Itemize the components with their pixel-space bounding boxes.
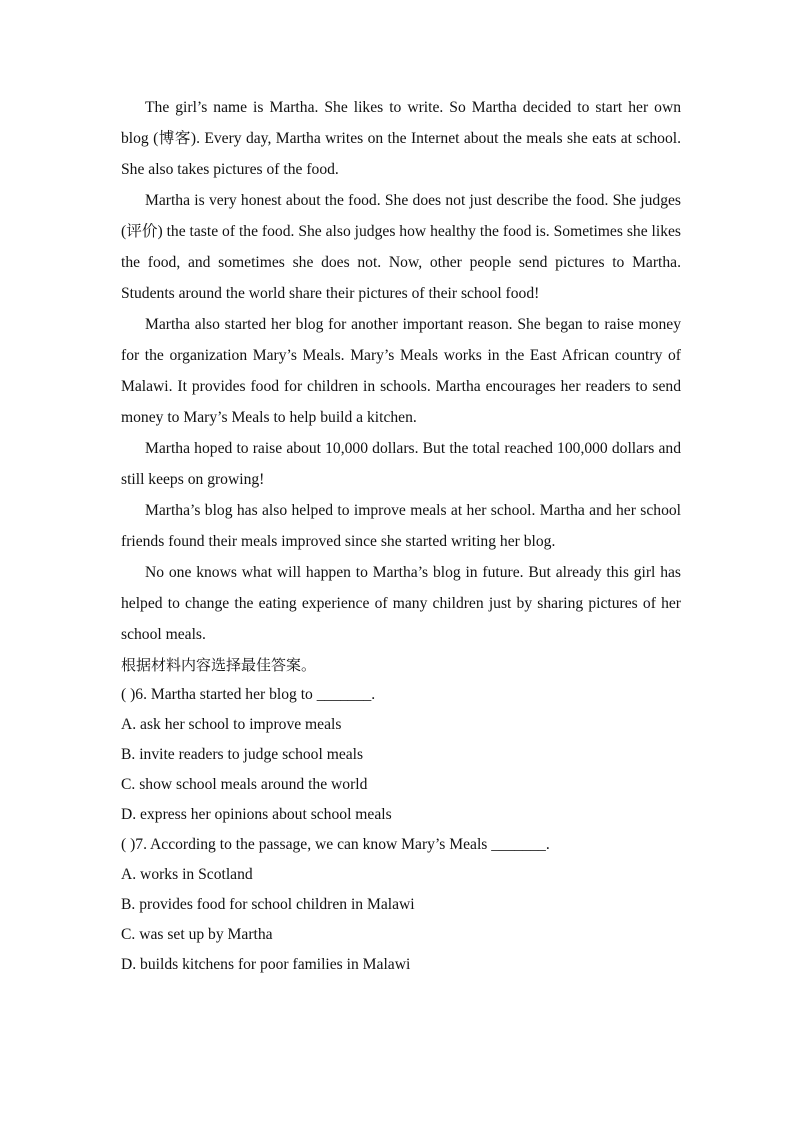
question-6-option-b: B. invite readers to judge school meals: [121, 746, 364, 763]
question-6-stem: ( )6. Martha started her blog to _______.: [121, 686, 376, 703]
passage-paragraph-4: Martha hoped to raise about 10,000 dollars. But the total reached 100,000 dollars and still keeps on growing!: [121, 440, 681, 488]
document-page: [121, 92, 681, 980]
question-7: [121, 830, 681, 980]
passage-paragraph-5: Martha’s blog has also helped to improve meals at her school. Martha and her school friends found their meals improved since she started writing her blog.: [121, 502, 681, 550]
passage-paragraph-3: Martha also started her blog for another important reason. She began to raise money for the organization Mary’s Meals. Mary’s Meals works in the East African country of Malawi. It provides food for children in schools. Martha encourages her readers to send money to Mary’s Meals to help build a kitchen.: [121, 316, 681, 426]
question-7-stem: ( )7. According to the passage, we can know Mary’s Meals _______.: [121, 836, 550, 853]
question-7-option-b: B. provides food for school children in Malawi: [121, 896, 415, 913]
question-6-option-c: C. show school meals around the world: [121, 776, 368, 793]
question-instruction: 根据材料内容选择最佳答案。: [121, 656, 317, 674]
question-7-option-c: C. was set up by Martha: [121, 926, 273, 943]
question-7-option-a: A. works in Scotland: [121, 866, 253, 883]
passage-paragraph-2: Martha is very honest about the food. She does not just describe the food. She judges (评价) the taste of the food. She also judges how healthy the food is. Sometimes she likes the food, and sometimes she does not. Now, other people send pictures to Martha. Students around the world share their pictures of their school food!: [121, 192, 681, 302]
question-6-option-a: A. ask her school to improve meals: [121, 716, 342, 733]
question-6-option-d: D. express her opinions about school meals: [121, 806, 392, 823]
question-6: [121, 680, 681, 830]
passage-paragraph-6: No one knows what will happen to Martha’s blog in future. But already this girl has helped to change the eating experience of many children just by sharing pictures of her school meals.: [121, 564, 681, 643]
question-7-option-d: D. builds kitchens for poor families in Malawi: [121, 956, 411, 973]
passage-paragraph-1: The girl’s name is Martha. She likes to write. So Martha decided to start her own blog (博客). Every day, Martha writes on the Internet about the meals she eats at school. She also takes pictures of the food.: [121, 99, 681, 178]
